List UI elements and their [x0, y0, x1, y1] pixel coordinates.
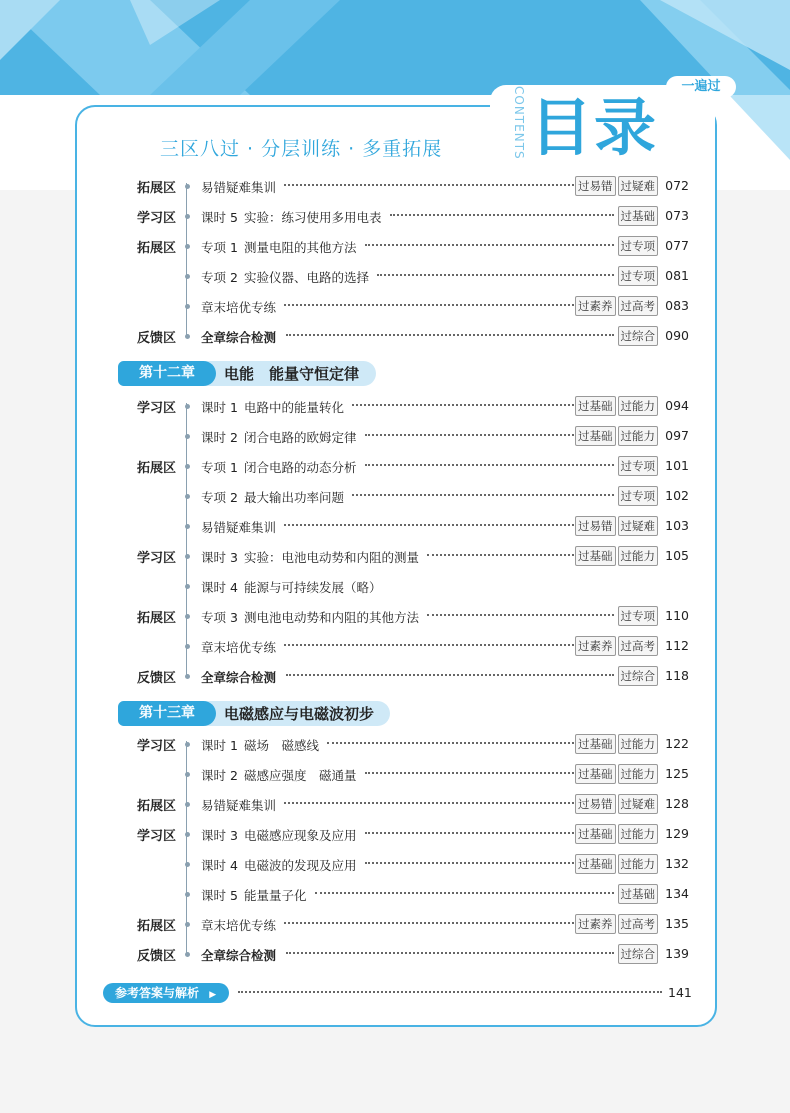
dot-leader: [377, 274, 614, 276]
page-number: 090: [665, 328, 689, 343]
lesson-entry: [201, 268, 369, 286]
lesson-title: 闭合电路的欧姆定律: [244, 430, 357, 445]
chapter-header: [118, 361, 378, 386]
skill-tag: 过高考: [618, 296, 659, 316]
bullet-dot-icon: [185, 952, 190, 957]
bullet-dot-icon: [185, 674, 190, 679]
skill-tag: 过基础: [575, 764, 616, 784]
chapter-number: 第十二章: [118, 361, 216, 386]
contents-label: CONTENTS: [512, 86, 526, 160]
skill-tag: 过基础: [618, 206, 659, 226]
bullet-dot-icon: [185, 494, 190, 499]
skill-tag: 过能力: [618, 396, 659, 416]
toc-row[interactable]: [80, 541, 710, 571]
skill-tag: 过专项: [618, 456, 659, 476]
skill-tag: 过专项: [618, 266, 659, 286]
bullet-dot-icon: [185, 614, 190, 619]
lesson-entry: [201, 856, 357, 874]
dot-leader: [365, 832, 575, 834]
tag-group: [575, 824, 658, 844]
toc-row[interactable]: [80, 759, 710, 789]
tag-group: [575, 854, 658, 874]
lesson-number: 专项 2: [201, 270, 238, 285]
dot-leader: [390, 214, 615, 216]
bullet-dot-icon: [185, 802, 190, 807]
tag-group: [618, 456, 659, 476]
toc-row[interactable]: [80, 819, 710, 849]
skill-tag: 过能力: [618, 764, 659, 784]
page-number: 139: [665, 946, 689, 961]
chapter-title: 电磁感应与电磁波初步: [224, 705, 375, 723]
lesson-title: 章末培优专练: [201, 918, 277, 933]
lesson-entry: [201, 298, 276, 316]
page-number: 132: [665, 856, 689, 871]
page-number: 083: [665, 298, 689, 313]
lesson-number: 课时 4: [201, 858, 238, 873]
lesson-title: 易错疑难集训: [201, 520, 277, 535]
page-number: 102: [665, 488, 689, 503]
zone-label: 学习区: [137, 829, 177, 844]
bullet-dot-icon: [185, 742, 190, 747]
toc-row[interactable]: [80, 631, 710, 661]
dot-leader: [365, 862, 575, 864]
bullet-dot-icon: [185, 524, 190, 529]
lesson-title: 全章综合检测: [201, 330, 277, 345]
page-number: 101: [665, 458, 689, 473]
tag-group: [618, 884, 659, 904]
lesson-entry: [201, 668, 276, 686]
bullet-dot-icon: [185, 644, 190, 649]
dot-leader: [284, 304, 574, 306]
page-number: 081: [665, 268, 689, 283]
lesson-entry: [201, 488, 344, 506]
lesson-entry: [201, 238, 357, 256]
skill-tag: 过基础: [575, 734, 616, 754]
skill-tag: 过基础: [575, 824, 616, 844]
page-number: 128: [665, 796, 689, 811]
dot-leader: [284, 184, 574, 186]
bullet-dot-icon: [185, 772, 190, 777]
lesson-title: 最大输出功率问题: [244, 490, 345, 505]
toc-row[interactable]: [80, 909, 710, 939]
toc-row[interactable]: [80, 421, 710, 451]
chapter-header: [118, 701, 378, 726]
dot-leader: [327, 742, 574, 744]
toc-row[interactable]: [80, 729, 710, 759]
zone-label: 学习区: [137, 401, 177, 416]
skill-tag: 过素养: [575, 296, 616, 316]
page-number: 129: [665, 826, 689, 841]
zone-label: 拓展区: [137, 799, 177, 814]
lesson-entry: [201, 608, 419, 626]
dot-leader: [365, 772, 575, 774]
zone-label: 学习区: [137, 739, 177, 754]
lesson-entry: [201, 796, 276, 814]
lesson-title: 闭合电路的动态分析: [244, 460, 357, 475]
chapter-title: 电能 能量守恒定律: [224, 365, 360, 383]
lesson-title: 测量电阻的其他方法: [244, 240, 357, 255]
dot-leader: [286, 952, 614, 954]
bullet-dot-icon: [185, 922, 190, 927]
lesson-title: 章末培优专练: [201, 640, 277, 655]
dot-leader: [286, 334, 614, 336]
tag-group: [618, 944, 659, 964]
lesson-number: 专项 2: [201, 490, 238, 505]
page-number: 077: [665, 238, 689, 253]
skill-tag: 过高考: [618, 636, 659, 656]
dot-leader: [238, 991, 662, 993]
tag-group: [575, 426, 658, 446]
zone-label: 拓展区: [137, 461, 177, 476]
bullet-dot-icon: [185, 434, 190, 439]
toc-row[interactable]: [80, 879, 710, 909]
page-number: 072: [665, 178, 689, 193]
tag-group: [575, 794, 658, 814]
skill-tag: 过能力: [618, 854, 659, 874]
page-number: 112: [665, 638, 689, 653]
toc-row[interactable]: [80, 231, 710, 261]
skill-tag: 过综合: [618, 666, 659, 686]
skill-tag: 过专项: [618, 486, 659, 506]
toc-row[interactable]: [80, 481, 710, 511]
lesson-entry: [201, 766, 357, 784]
lesson-entry: [201, 886, 307, 904]
toc-row[interactable]: [80, 939, 710, 969]
lesson-number: 课时 3: [201, 828, 238, 843]
tag-group: [618, 486, 659, 506]
toc-row[interactable]: [80, 291, 710, 321]
page-number: 134: [665, 886, 689, 901]
lesson-title: 磁场 磁感线: [244, 738, 320, 753]
lesson-entry: [201, 178, 276, 196]
dot-leader: [284, 524, 574, 526]
tag-group: [575, 546, 658, 566]
lesson-title: 章末培优专练: [201, 300, 277, 315]
chapter-number: 第十三章: [118, 701, 216, 726]
lesson-title: 全章综合检测: [201, 670, 277, 685]
dot-leader: [286, 674, 614, 676]
skill-tag: 过能力: [618, 734, 659, 754]
lesson-title: 能源与可持续发展（略）: [244, 580, 382, 595]
answer-page-number: 141: [668, 985, 692, 1000]
lesson-title: 实验仪器、电路的选择: [244, 270, 370, 285]
lesson-title: 电磁感应现象及应用: [244, 828, 357, 843]
lesson-title: 实验：电池电动势和内阻的测量: [244, 550, 420, 565]
bullet-dot-icon: [185, 832, 190, 837]
page-number: 097: [665, 428, 689, 443]
skill-tag: 过疑难: [618, 794, 659, 814]
lesson-entry: [201, 638, 276, 656]
dot-leader: [427, 614, 614, 616]
page-number: 103: [665, 518, 689, 533]
skill-tag: 过能力: [618, 426, 659, 446]
lesson-entry: [201, 458, 357, 476]
lesson-number: 专项 1: [201, 460, 238, 475]
skill-tag: 过能力: [618, 546, 659, 566]
lesson-number: 课时 2: [201, 768, 238, 783]
bullet-dot-icon: [185, 184, 190, 189]
lesson-title: 电磁波的发现及应用: [244, 858, 357, 873]
lesson-title: 易错疑难集训: [201, 180, 277, 195]
lesson-entry: [201, 548, 419, 566]
dot-leader: [365, 434, 575, 436]
toc-row[interactable]: [80, 849, 710, 879]
bullet-dot-icon: [185, 244, 190, 249]
lesson-entry: [201, 826, 357, 844]
zone-label: 拓展区: [137, 181, 177, 196]
lesson-number: 专项 1: [201, 240, 238, 255]
lesson-number: 课时 4: [201, 580, 238, 595]
lesson-number: 课时 3: [201, 550, 238, 565]
dot-leader: [284, 644, 574, 646]
lesson-entry: [201, 578, 382, 596]
toc-row[interactable]: [80, 391, 710, 421]
skill-tag: 过素养: [575, 914, 616, 934]
page-number: 135: [665, 916, 689, 931]
dot-leader: [284, 802, 574, 804]
skill-tag: 过素养: [575, 636, 616, 656]
zone-label: 反馈区: [137, 949, 177, 964]
tag-group: [575, 734, 658, 754]
skill-tag: 过基础: [575, 426, 616, 446]
skill-tag: 过易错: [575, 794, 616, 814]
dot-leader: [352, 404, 574, 406]
answer-section-button[interactable]: [103, 983, 229, 1003]
dot-leader: [365, 244, 615, 246]
lesson-entry: [201, 328, 276, 346]
page-number: 105: [665, 548, 689, 563]
caret-right-icon: ▶: [209, 990, 217, 1000]
toc-row[interactable]: [80, 571, 710, 601]
dot-leader: [427, 554, 574, 556]
page-title: 目录: [530, 91, 659, 164]
toc-row[interactable]: [80, 601, 710, 631]
tag-group: [618, 236, 659, 256]
bullet-dot-icon: [185, 304, 190, 309]
toc-row[interactable]: [80, 171, 710, 201]
tag-group: [575, 636, 658, 656]
tag-group: [575, 516, 658, 536]
page-number: 094: [665, 398, 689, 413]
skill-tag: 过专项: [618, 606, 659, 626]
lesson-number: 课时 5: [201, 888, 238, 903]
skill-tag: 过易错: [575, 516, 616, 536]
skill-tag: 过专项: [618, 236, 659, 256]
tagline: 三区八过 · 分层训练 · 多重拓展: [160, 138, 443, 160]
page-number: 125: [665, 766, 689, 781]
zone-label: 学习区: [137, 551, 177, 566]
lesson-entry: [201, 428, 357, 446]
skill-tag: 过能力: [618, 824, 659, 844]
dot-leader: [284, 922, 574, 924]
lesson-number: 课时 1: [201, 400, 238, 415]
zone-label: 学习区: [137, 211, 177, 226]
tag-group: [618, 326, 659, 346]
lesson-title: 测电池电动势和内阻的其他方法: [244, 610, 420, 625]
zone-label: 反馈区: [137, 331, 177, 346]
lesson-entry: [201, 518, 276, 536]
bullet-dot-icon: [185, 214, 190, 219]
bullet-dot-icon: [185, 554, 190, 559]
zone-label: 拓展区: [137, 919, 177, 934]
bullet-dot-icon: [185, 404, 190, 409]
toc-row[interactable]: [80, 321, 710, 351]
bullet-dot-icon: [185, 584, 190, 589]
tag-group: [618, 206, 659, 226]
lesson-number: 课时 2: [201, 430, 238, 445]
lesson-title: 能量量子化: [244, 888, 307, 903]
toc-row[interactable]: [80, 661, 710, 691]
skill-tag: 过基础: [575, 396, 616, 416]
bullet-dot-icon: [185, 274, 190, 279]
toc-row[interactable]: [80, 789, 710, 819]
dot-leader: [365, 464, 615, 466]
lesson-title: 全章综合检测: [201, 948, 277, 963]
lesson-number: 课时 5: [201, 210, 238, 225]
zone-label: 拓展区: [137, 241, 177, 256]
tag-group: [618, 666, 659, 686]
toc-row[interactable]: [80, 451, 710, 481]
bullet-dot-icon: [185, 464, 190, 469]
skill-tag: 过疑难: [618, 516, 659, 536]
bullet-dot-icon: [185, 892, 190, 897]
lesson-entry: [201, 946, 276, 964]
page-number: 110: [665, 608, 689, 623]
tag-group: [575, 296, 658, 316]
tag-group: [575, 914, 658, 934]
tag-group: [618, 266, 659, 286]
skill-tag: 过基础: [618, 884, 659, 904]
skill-tag: 过基础: [575, 546, 616, 566]
tag-group: [575, 176, 658, 196]
lesson-entry: [201, 916, 276, 934]
page-number: 118: [665, 668, 689, 683]
lesson-number: 专项 3: [201, 610, 238, 625]
toc-row[interactable]: [80, 201, 710, 231]
dot-leader: [315, 892, 615, 894]
tag-group: [575, 396, 658, 416]
page-number: 122: [665, 736, 689, 751]
lesson-title: 实验：练习使用多用电表: [244, 210, 382, 225]
skill-tag: 过易错: [575, 176, 616, 196]
dot-leader: [352, 494, 614, 496]
answer-label: 参考答案与解析: [115, 986, 200, 1000]
lesson-title: 磁感应强度 磁通量: [244, 768, 357, 783]
zone-label: 拓展区: [137, 611, 177, 626]
skill-tag: 过疑难: [618, 176, 659, 196]
skill-tag: 过综合: [618, 944, 659, 964]
toc-row[interactable]: [80, 511, 710, 541]
series-badge: 一遍过: [666, 76, 736, 98]
tag-group: [575, 764, 658, 784]
lesson-title: 易错疑难集训: [201, 798, 277, 813]
tag-group: [618, 606, 659, 626]
lesson-title: 电路中的能量转化: [244, 400, 345, 415]
lesson-entry: [201, 208, 382, 226]
toc-row[interactable]: [80, 261, 710, 291]
zone-label: 反馈区: [137, 671, 177, 686]
skill-tag: 过综合: [618, 326, 659, 346]
page-number: 073: [665, 208, 689, 223]
skill-tag: 过高考: [618, 914, 659, 934]
bullet-dot-icon: [185, 862, 190, 867]
bullet-dot-icon: [185, 334, 190, 339]
lesson-entry: [201, 736, 319, 754]
lesson-number: 课时 1: [201, 738, 238, 753]
lesson-entry: [201, 398, 344, 416]
skill-tag: 过基础: [575, 854, 616, 874]
